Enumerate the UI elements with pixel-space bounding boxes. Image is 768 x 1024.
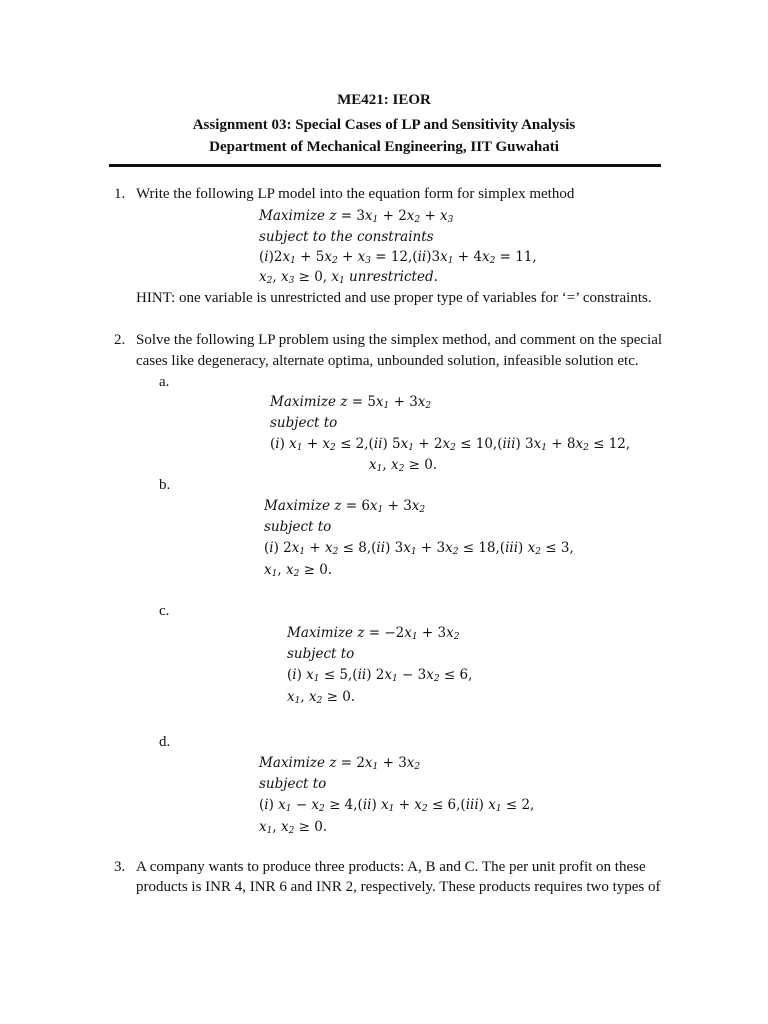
course-title: ME421: IEOR [337,92,431,108]
q2d-constraints: (i) $x_1 - x_2 \ge 4,(ii) x_1 + x_2 \le 6,(iii) x_1 \le 2$, [259,797,535,814]
header-rule [109,164,661,167]
q2a-subject-to: subject to [270,415,338,431]
q2a-objective: Maximize $z = 5x_1 + 3x_2$ [270,394,432,411]
q2b-sign-restrictions: $x_1$, $x_2 \ge 0$. [264,562,333,579]
q2-part-a-label: a. [159,374,170,390]
q2-part-c-label: c. [159,603,170,619]
department-title: Department of Mechanical Engineering, IIT Guwahati [209,139,559,155]
q2-part-d-label: d. [159,734,171,750]
q1-objective: Maximize $z = 3x_1 + 2x_2 + x_3$ [259,208,454,225]
q1-constraints: $(i)2x_1 + 5x_2 + x_3 = 12,(ii)3x_1 + 4x_2 = 11$, [259,249,537,266]
q2c-subject-to: subject to [287,646,355,662]
q2b-subject-to: subject to [264,519,332,535]
q2-part-b-label: b. [159,477,171,493]
q1-hint: HINT: one variable is unrestricted and use proper type of variables for ‘=’ constraints. [136,290,652,306]
q1-number: 1. [114,186,126,202]
assignment-title: Assignment 03: Special Cases of LP and Sensitivity Analysis [192,117,576,133]
q1-subject-to: subject to the constraints [259,229,434,245]
q1-text: Write the following LP model into the equation form for simplex method [136,186,575,202]
q2c-objective: Maximize $z = -2x_1 + 3x_2$ [287,625,460,642]
q2-number: 2. [114,332,126,348]
q2d-sign-restrictions: $x_1$, $x_2 \ge 0$. [259,819,328,836]
q2b-constraints: (i) $2x_1 + x_2 \le 8,(ii) 3x_1 + 3x_2 \le 18,(iii) x_2 \le 3$, [264,540,574,557]
q2-text-line-1: Solve the following LP problem using the simplex method, and comment on the special [136,332,663,348]
q3-text-line-2: products is INR 4, INR 6 and INR 2, respectively. These products requires two types of [136,879,661,895]
q2c-constraints: (i) $x_1 \le 5,(ii) 2x_1 - 3x_2 \le 6$, [287,667,473,684]
q2d-objective: Maximize $z = 2x_1 + 3x_2$ [259,755,421,772]
q2c-sign-restrictions: $x_1$, $x_2 \ge 0$. [287,689,356,706]
q2d-subject-to: subject to [259,776,327,792]
q2a-constraints: (i) $x_1 + x_2 \le 2,(ii) 5x_1 + 2x_2 \le 10,(iii) 3x_1 + 8x_2 \le 12$, [270,436,631,453]
q2b-objective: Maximize $z = 6x_1 + 3x_2$ [264,498,426,515]
q2-text-line-2: cases like degeneracy, alternate optima, unbounded solution, infeasible solution etc. [136,353,639,369]
q2a-sign-restrictions: $x_1$, $x_2 \ge 0$. [369,457,438,474]
q3-text-line-1: A company wants to produce three products: A, B and C. The per unit profit on these [136,859,646,875]
q1-sign-restrictions: $x_2$, $x_3 \ge 0$, $x_1$ unrestricted. [259,269,438,286]
q3-number: 3. [114,859,126,875]
